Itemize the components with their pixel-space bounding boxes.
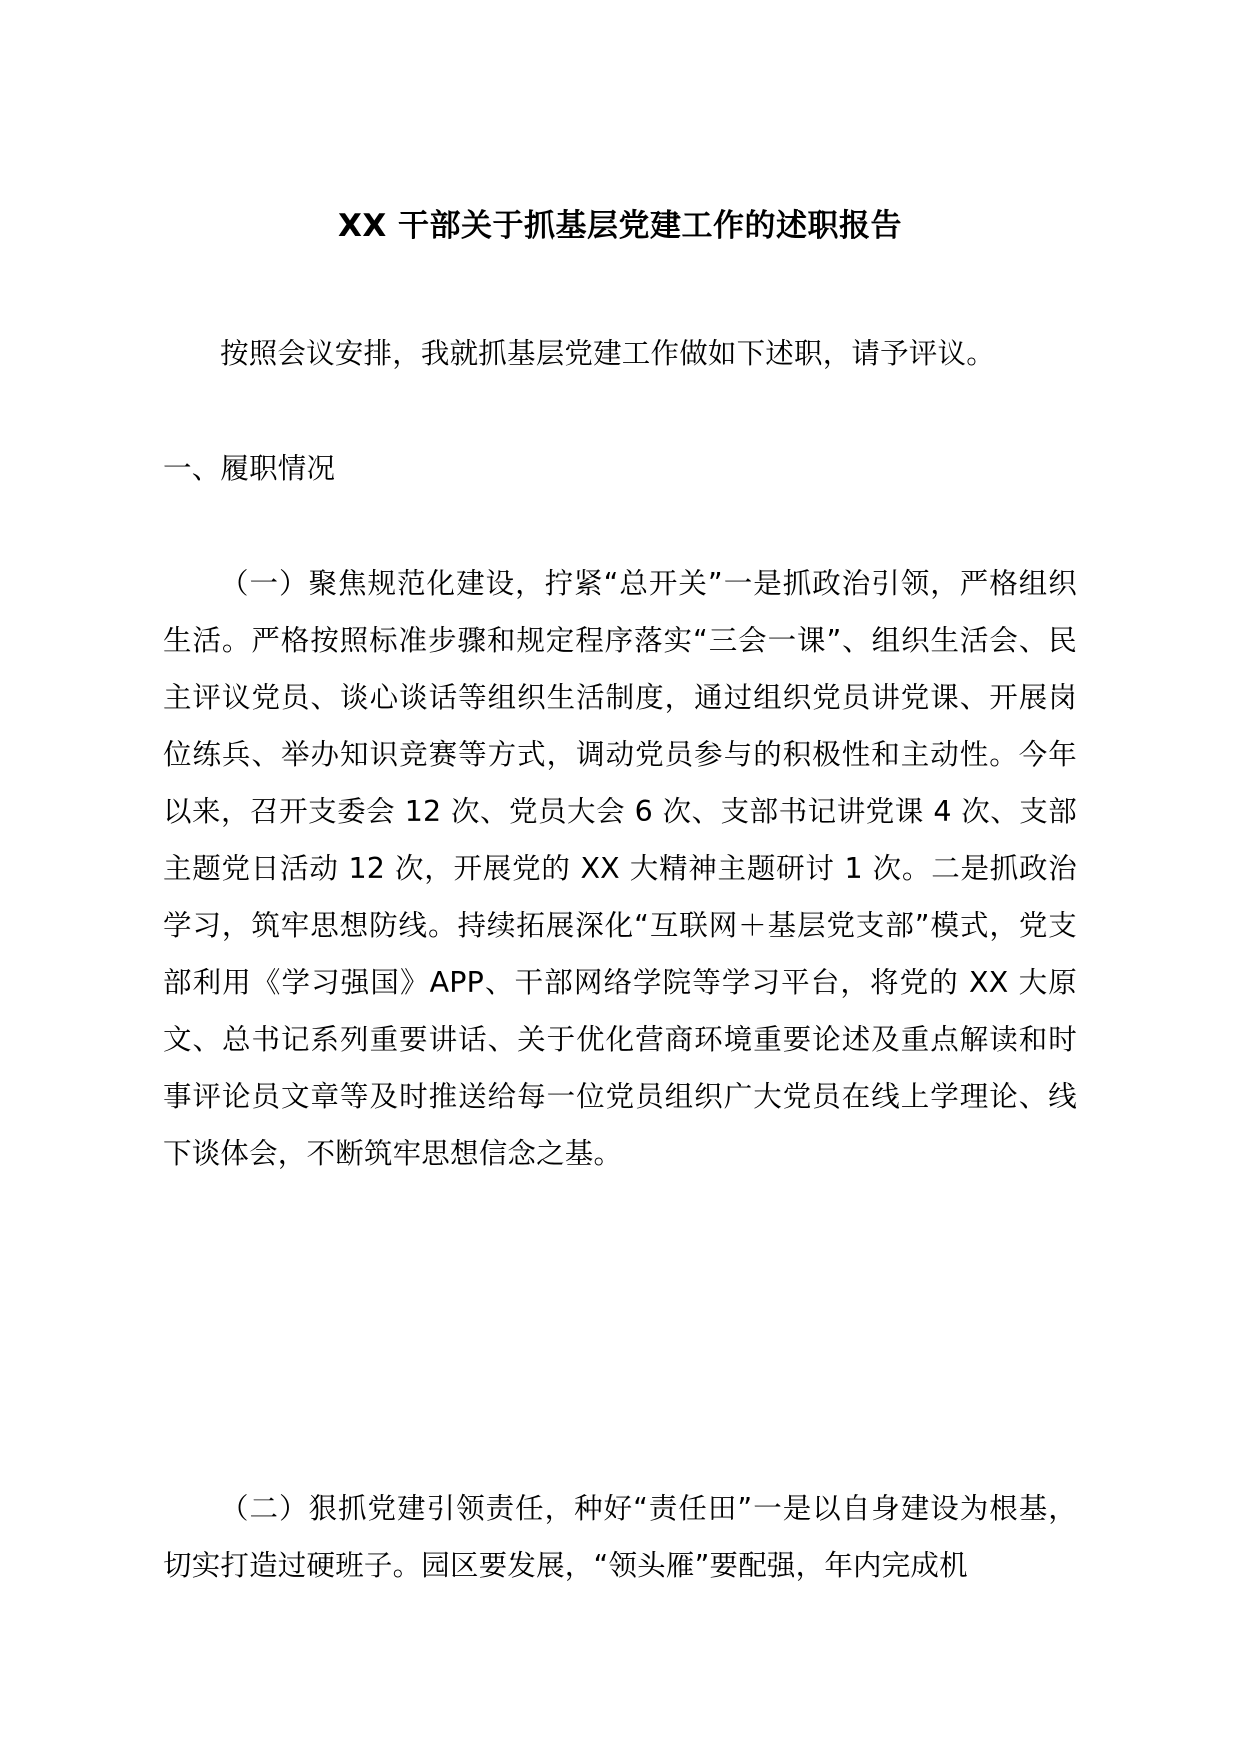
body-paragraph-1: （一）聚焦规范化建设，拧紧“总开关”一是抓政治引领，严格组织生活。严格按照标准步骤和规定程序落实“三会一课”、组织生活会、民主评议党员、谈心谈话等组织生活制度，通过组织党员讲党课、开展岗位练兵、举办知识竞赛等方式，调动党员参与的积极性和主动性。今年以来，召开支委会 12 次、党员大会 6 次、支部书记讲党课 4 次、支部主题党日活动 12 次，开展党的 XX 大精神主题研讨 1 次。二是抓政治学习，筑牢思想防线。持续拓展深化“互联网＋基层党支部”模式，党支部利用《学习强国》APP、干部网络学院等学习平台，将党的 XX 大原文、总书记系列重要讲话、关于优化营商环境重要论述及重点解读和时事评论员文章等及时推送给每一位党员组织广大党员在线上学理论、线下谈体会，不断筑牢思想信念之基。	[163, 567, 1077, 1170]
lead-paragraph: 按照会议安排，我就抓基层党建工作做如下述职，请予评议。	[220, 337, 995, 370]
section-heading-1: 一、履职情况	[163, 452, 336, 485]
page-title: XX 干部关于抓基层党建工作的述职报告	[337, 208, 903, 244]
body-paragraph-2: （二）狠抓党建引领责任，种好“责任田”一是以自身建设为根基，切实打造过硬班子。园区要发展，“领头雁”要配强，年内完成机	[163, 1492, 1077, 1582]
